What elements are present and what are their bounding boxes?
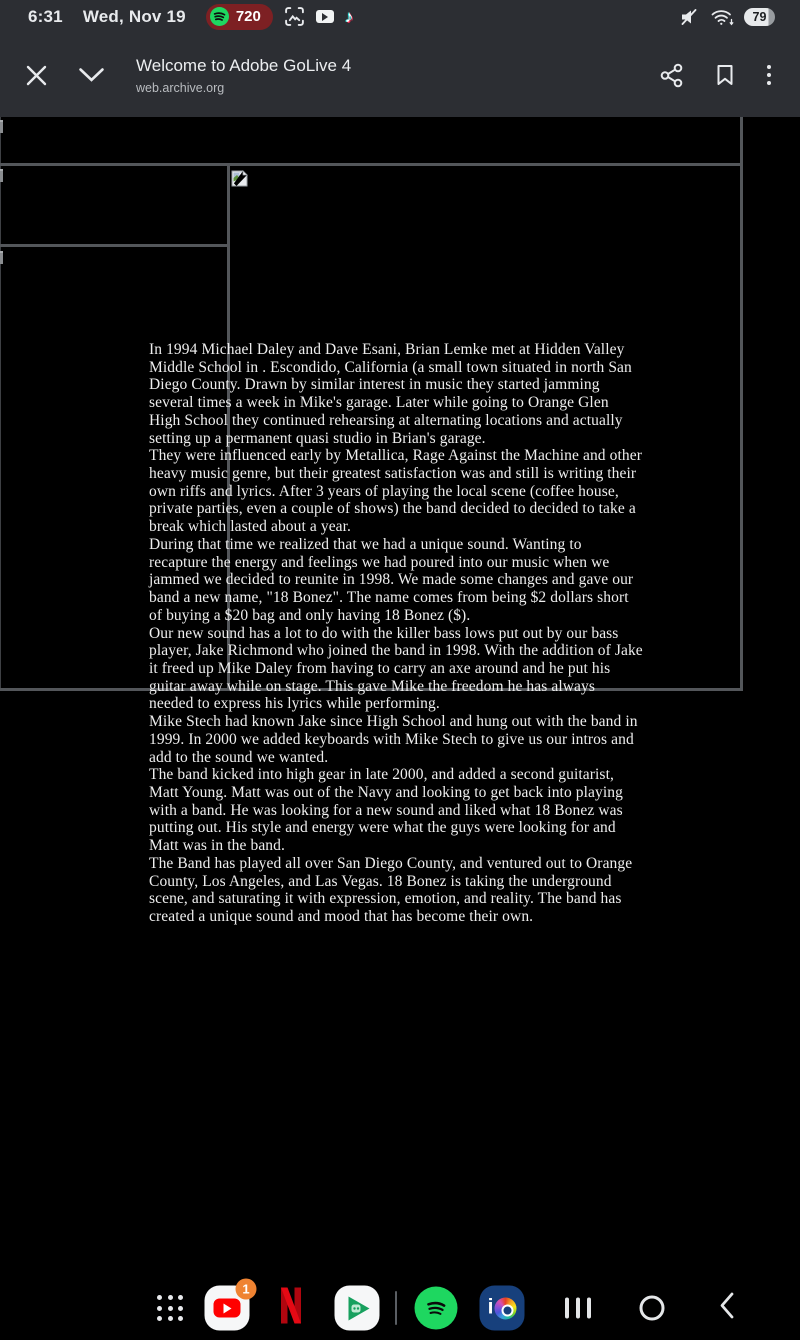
taskbar <box>0 1262 800 1340</box>
youtube-icon <box>316 10 334 23</box>
page-url: web.archive.org <box>136 80 225 95</box>
broken-image-icon <box>231 170 248 187</box>
back-button[interactable] <box>719 1292 735 1325</box>
ibis-letter: i <box>487 1295 494 1318</box>
taskbar-divider <box>395 1291 397 1325</box>
media-notification-pill[interactable] <box>206 4 273 30</box>
recents-button[interactable] <box>565 1298 591 1319</box>
notification-count: 720 <box>235 8 261 25</box>
share-icon[interactable] <box>659 63 684 88</box>
frame-border-middle <box>0 244 229 247</box>
frame-border-top <box>0 163 743 166</box>
home-button[interactable] <box>640 1296 665 1321</box>
page-title-group <box>136 56 351 95</box>
clipped-icon-fragment <box>0 251 3 264</box>
mute-icon <box>679 7 699 27</box>
paragraph: During that time we realized that we had a unique sound. Wanting to recapture the energy and feelings we had poured into our music when we jammed we decided to reunite in 1998. We made some changes and gave our band a new name, "18 Bonez". The name comes from being $2 dollars short of buying a $20 bag and only having 18 Bonez ($). <box>149 535 634 624</box>
paragraph: In 1994 Michael Daley and Dave Esani, Brian Lemke met at Hidden Valley Middle School in . Escondido, California (a small town situated in north San Diego County. Drawn by similar interest in music they started jamming several times a week in Mike's garage. Later while going to Orange Glen High School they continued rehearsing at alternating locations and actually setting up a permanent quasi studio in Brian's garage. <box>149 341 632 447</box>
bookmark-icon[interactable] <box>713 63 737 87</box>
close-icon[interactable] <box>25 64 48 87</box>
frame-border-left <box>0 117 1 691</box>
clipped-icon-fragment <box>0 169 3 182</box>
color-wheel-icon <box>494 1297 516 1319</box>
youtube-app-icon[interactable] <box>205 1281 250 1331</box>
spotify-icon <box>210 7 229 26</box>
app-drawer-button[interactable] <box>157 1295 183 1321</box>
notification-badge: 1 <box>236 1279 257 1300</box>
ibispaint-app-icon[interactable] <box>480 1286 525 1331</box>
paragraph: The Band has played all over San Diego County, and ventured out to Orange County, Los Angeles, and Las Vegas. 18 Bonez is taking the underground scene, and saturating it with expression, emotion, and reality. The band has created a unique sound and mood that has become their own. <box>149 854 633 925</box>
paragraph: Our new sound has a lot to do with the killer bass lows put out by our bass player, Jake Richmond who joined the band in 1998. With the addition of Jake it freed up Mike Daley from having to carry an axe around and he put his guitar away while on stage. This gave Mike the freedom he has always needed to express his lyrics while performing. <box>149 624 643 713</box>
status-bar[interactable] <box>0 0 800 33</box>
play-games-app-icon[interactable] <box>335 1286 380 1331</box>
date: Wed, Nov 19 <box>82 6 186 26</box>
more-options-icon[interactable] <box>767 65 772 86</box>
clipped-icon-fragment <box>0 120 3 133</box>
youtube-play-icon <box>214 1299 241 1318</box>
wifi-icon <box>710 7 735 27</box>
tiktok-icon: ♪ <box>344 6 354 26</box>
battery-indicator <box>744 8 775 26</box>
custom-tab-header <box>0 33 800 117</box>
grid-icon <box>157 1295 183 1321</box>
spotify-app-icon[interactable] <box>415 1287 458 1330</box>
paragraph: Mike Stech had known Jake since High School and hung out with the band in 1999. In 2000 we added keyboards with Mike Stech to give us our intros and add to the sound we wanted. <box>149 713 638 766</box>
clock: 6:31 <box>28 6 63 26</box>
web-content <box>0 117 800 1262</box>
battery-percent: 79 <box>752 9 767 24</box>
screen-capture-icon <box>284 6 305 27</box>
netflix-app-icon[interactable] <box>278 1288 304 1329</box>
frame-border-right <box>740 117 743 691</box>
chevron-down-icon[interactable] <box>78 67 105 83</box>
article-text <box>149 341 643 926</box>
page-title: Welcome to Adobe GoLive 4 <box>136 55 352 75</box>
paragraph: The band kicked into high gear in late 2000, and added a second guitarist, Matt Young. Matt was out of the Navy and looking to get back into playing with a band. He was looking for a new sound and liked what 18 Bonez was putting out. His style and energy were what the guys were looking for and Matt was in the band. <box>149 766 623 855</box>
paragraph: They were influenced early by Metallica, Rage Against the Machine and other heavy music genre, but their greatest satisfaction was and still is writing their own riffs and lyrics. After 3 years of playing the local scene (coffee house, private parties, even a couple of shows) the band decided to decided to take a break which lasted about a year. <box>149 447 642 536</box>
